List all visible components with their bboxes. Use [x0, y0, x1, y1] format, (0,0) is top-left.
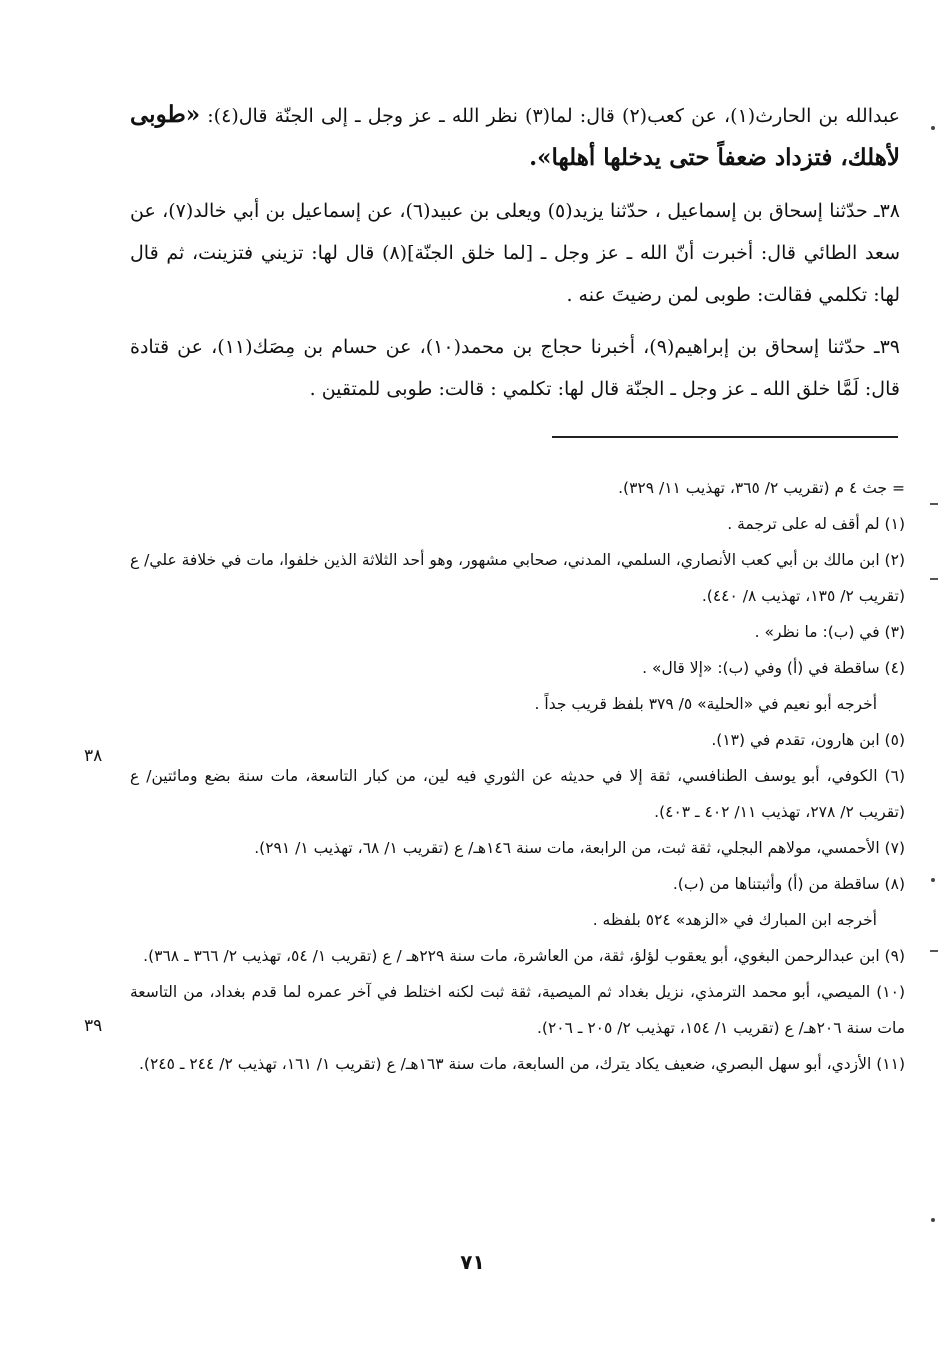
- main-text: [130, 94, 900, 410]
- scan-mark: [930, 950, 938, 952]
- scan-speck: [931, 126, 935, 130]
- footnotes: [130, 470, 905, 1082]
- footnote-1: (١) لم أقف له على ترجمة .: [727, 515, 905, 533]
- paragraph-37-end: [130, 94, 900, 180]
- paragraph-37-quote: «طوبى لأهلك، فتزداد ضعفاً حتى يدخلها أهلها».: [130, 101, 900, 171]
- scan-mark: [930, 578, 938, 580]
- margin-number-39: ٣٩: [84, 1016, 103, 1036]
- footnote-4-takhrij: أخرجه أبو نعيم في «الحلية» ٥/ ٣٧٩ بلفظ قريب جداً .: [534, 695, 877, 713]
- paragraph-38: ٣٨ـ حدّثنا إسحاق بن إسماعيل ، حدّثنا يزيد(٥) ويعلى بن عبيد(٦)، عن إسماعيل بن أبي خالد(٧)، عن سعد الطائي قال: أخبرت أنّ الله ـ عز وجل ـ [لما خلق الجنّة](٨) قال لها: تزيني فتزينت، ثم قال لها: تكلمي فقالت: طوبى لمن رضيتَ عنه .: [130, 200, 901, 306]
- footnote-8-takhrij: أخرجه ابن المبارك في «الزهد» ٥٢٤ بلفظه .: [592, 911, 877, 929]
- footnote-4: (٤) ساقطة في (أ) وفي (ب): «إلا قال» .: [642, 659, 905, 677]
- footnote-continuation: = جث ٤ م (تقريب ٢/ ٣٦٥، تهذيب ١١/ ٣٢٩).: [618, 479, 905, 497]
- paragraph-37-text: عبدالله بن الحارث(١)، عن كعب(٢) قال: لما(٣) نظر الله ـ عز وجل ـ إلى الجنّة قال(٤):: [200, 105, 901, 127]
- footnote-11: (١١) الأزدي، أبو سهل البصري، ضعيف يكاد يترك، من السابعة، مات سنة ١٦٣هـ/ ع (تقريب ١/ ١٦١، تهذيب ٢/ ٢٤٤ ـ ٢٤٥).: [138, 1055, 905, 1073]
- footnote-2: (٢) ابن مالك بن أبي كعب الأنصاري، السلمي، المدني، صحابي مشهور، وهو أحد الثلاثة الذين خلفوا، مات في خلافة علي/ ع (تقريب ٢/ ١٣٥، تهذيب ٨/ ٤٤٠).: [130, 551, 905, 605]
- paragraph-39: ٣٩ـ حدّثنا إسحاق بن إبراهيم(٩)، أخبرنا حجاج بن محمد(١٠)، عن حسام بن مِصَك(١١)، عن قتادة قال: لَمَّا خلق الله ـ عز وجل ـ الجنّة قال لها: تكلمي : قالت: طوبى للمتقين .: [130, 336, 900, 400]
- footnote-6: (٦) الكوفي، أبو يوسف الطنافسي، ثقة إلا في حديثه عن الثوري فيه لين، من كبار التاسعة، مات سنة بضع ومائتين/ ع (تقريب ٢/ ٢٧٨، تهذيب ١١/ ٤٠٢ ـ ٤٠٣).: [130, 767, 905, 821]
- footnote-10: (١٠) الميصي، أبو محمد الترمذي، نزيل بغداد ثم الميصية، ثقة ثبت لكنه اختلط في آخر عمره لما قدم بغداد، من التاسعة مات سنة ٢٠٦هـ/ ع (تقريب ١/ ١٥٤، تهذيب ٢/ ٢٠٥ ـ ٢٠٦).: [130, 983, 905, 1037]
- footnote-8: (٨) ساقطة من (أ) وأثبتناها من (ب).: [672, 875, 905, 893]
- scan-mark: [930, 503, 938, 505]
- margin-number-38: ٣٨: [84, 746, 103, 766]
- footnote-9: (٩) ابن عبدالرحمن البغوي، أبو يعقوب لؤلؤ، ثقة، من العاشرة، مات سنة ٢٢٩هـ / ع (تقريب ١/ ٥٤، تهذيب ٢/ ٣٦٦ ـ ٣٦٨).: [143, 947, 905, 965]
- scan-speck: [931, 878, 935, 882]
- footnote-separator: [552, 436, 898, 438]
- footnote-7: (٧) الأحمسي، مولاهم البجلي، ثقة ثبت، من الرابعة، مات سنة ١٤٦هـ/ ع (تقريب ١/ ٦٨، تهذيب ١/ ٢٩١).: [254, 839, 905, 857]
- footnote-5: (٥) ابن هارون، تقدم في (١٣).: [711, 731, 905, 749]
- page-number: ٧١: [460, 1250, 485, 1274]
- scan-speck: [931, 1218, 935, 1222]
- footnote-3: (٣) في (ب): ما نظر» .: [754, 623, 905, 641]
